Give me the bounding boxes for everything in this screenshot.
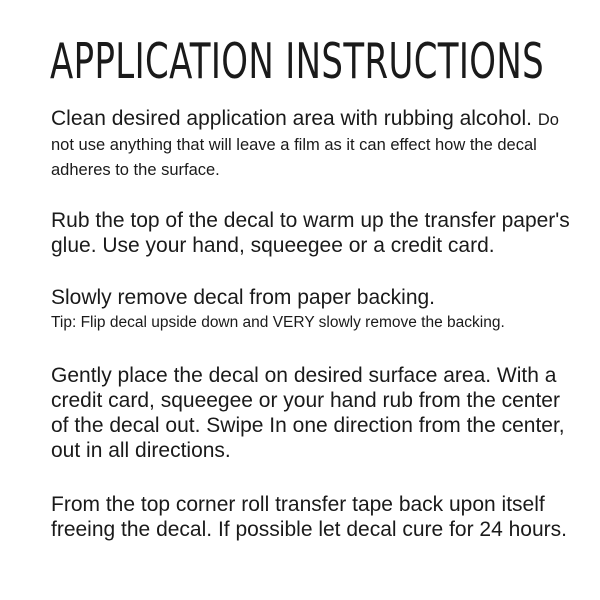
instruction-step-2 [51,208,571,258]
instruction-step-3 [51,285,571,335]
instruction-step-4 [51,363,571,463]
step-5-text: From the top corner roll transfer tape back upon itself freeing the decal. If possible let decal cure for 24 hours. [51,493,567,541]
instruction-step-5 [51,492,571,542]
step-3-tip: Tip: Flip decal upside down and VERY slowly remove the backing. [51,314,505,331]
page-title: APPLICATION INSTRUCTIONS [50,33,545,90]
step-3-text: Slowly remove decal from paper backing. [51,286,436,309]
instruction-step-1 [51,106,571,181]
step-1-text: Clean desired application area with rubbing alcohol. [51,107,532,130]
step-4-text: Gently place the decal on desired surface area. With a credit card, squeegee or your hand rub from the center of the decal out. Swipe In one direction from the center, out in all directions. [51,364,565,462]
step-2-text: Rub the top of the decal to warm up the transfer paper's glue. Use your hand, squeegee or a credit card. [51,209,570,257]
step-1-note: Do not use anything that will leave a film as it can effect how the decal adheres to the surface. [51,111,559,179]
